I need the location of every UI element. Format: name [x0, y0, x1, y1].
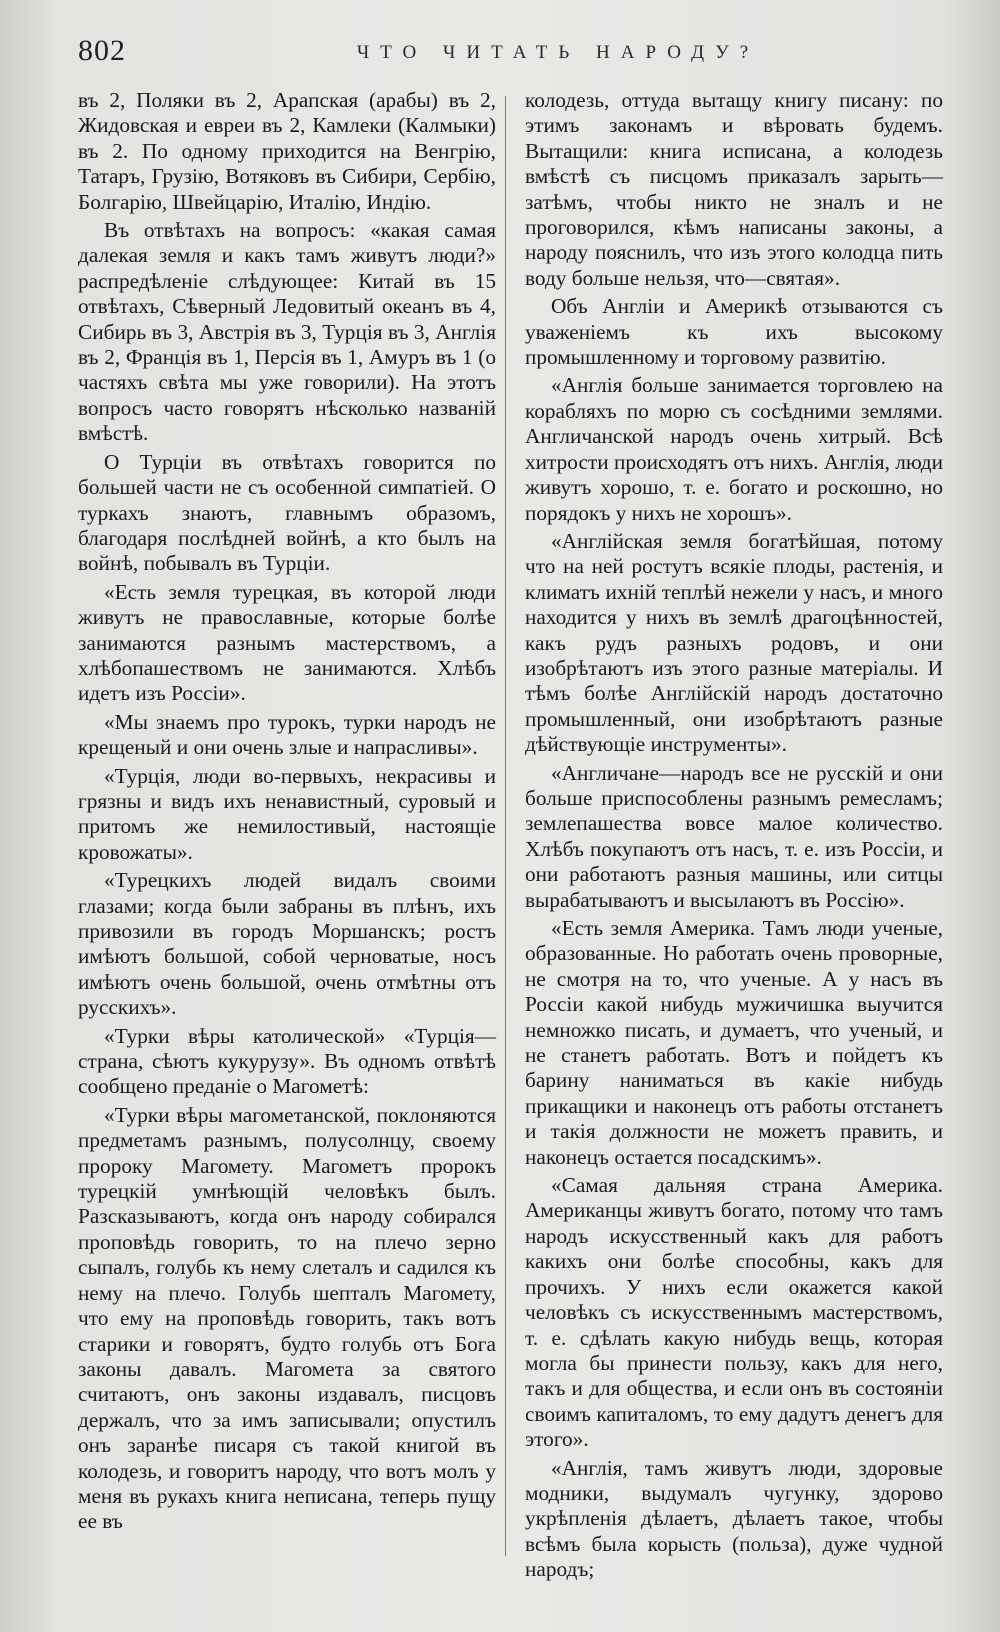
paragraph: «Англія, тамъ живутъ люди, здоровые модники, выдумалъ чугунку, здорово укрѣпленія дѣлаетъ, дѣлаетъ такое, чтобы всѣмъ была корысть (польза), дуже чудной народъ;	[525, 1455, 943, 1582]
page-header	[78, 30, 948, 80]
right-column	[525, 88, 943, 1586]
paragraph: Въ отвѣтахъ на вопросъ: «какая самая далекая земля и какъ тамъ живутъ люди?» распредѣленіе слѣдующее: Китай въ 15 отвѣтахъ, Сѣверный Ледовитый океанъ въ 4, Сибирь въ 3, Австрія въ 3, Турція въ 3, Англія въ 2, Франція въ 1, Персія въ 1, Амуръ въ 1 (о частяхъ свѣта мы уже говорили). На этотъ вопросъ часто говорятъ нѣсколько названій вмѣстѣ.	[78, 218, 496, 446]
paragraph: Объ Англіи и Америкѣ отзываются съ уваженіемъ къ ихъ высокому промышленному и торговому развитію.	[525, 294, 943, 370]
paragraph: «Турки вѣры католической» «Турція—страна, сѣютъ кукурузу». Въ одномъ отвѣтѣ сообщено преданіе о Магометѣ:	[78, 1023, 496, 1099]
page-number: 802	[78, 34, 126, 67]
paragraph: колодезь, оттуда вытащу книгу писану: по этимъ законамъ и вѣровать будемъ. Вытащили: книга исписана, а колодезь вмѣстѣ съ писцомъ приказалъ зарыть—затѣмъ, чтобы никто не зналъ и не проговорился, кѣмъ написаны законы, а народу пояснилъ, что изъ этого колодца пить воду больше нельзя, что—святая».	[525, 88, 943, 290]
paragraph: въ 2, Поляки въ 2, Арапская (арабы) въ 2, Жидовская и евреи въ 2, Камлеки (Калмыки) въ 2. По одному приходится на Венгрію, Татаръ, Грузію, Вотяковъ въ Сибири, Сербію, Болгарію, Швейцарію, Италію, Индію.	[78, 88, 496, 214]
paragraph: «Турки вѣры магометанской, поклоняются предметамъ разнымъ, полусолнцу, своему пророку Магомету. Магометъ пророкъ турецкій умнѣющій человѣкъ былъ. Разсказываютъ, когда онъ народу собирался проповѣдь говорить, то на плечо зерно сыпалъ, голубь къ нему слеталъ и садился къ нему на плечо. Голубь шепталъ Магомету, что ему на проповѣдь говорить, такъ вотъ старики и говорятъ, будто голубь отъ Бога законы давалъ. Магомета за святого считаютъ, онъ законы издавалъ, писцовъ держалъ, что за имъ записывали; опустилъ онъ заранѣе писаря съ такой книгой въ колодезь, и говоритъ народу, что вотъ молъ у меня въ рукахъ книга неписана, теперь пущу ее въ	[78, 1102, 496, 1534]
column-divider	[505, 96, 506, 1556]
paragraph: «Мы знаемъ про турокъ, турки народъ не крещеный и они очень злые и напрасливы».	[78, 709, 496, 760]
paragraph: «Англичане—народъ все не русскій и они больше приспособлены разнымъ ремесламъ; землепашества вовсе малое количество. Хлѣбъ покупаютъ отъ насъ, т. е. изъ Россіи, и они работаютъ разныя машины, или ситцы вырабатываютъ и высылаютъ въ Россію».	[525, 760, 943, 912]
paragraph: О Турціи въ отвѣтахъ говорится по большей части не съ особенной симпатіей. О туркахъ знаютъ, главнымъ образомъ, благодаря послѣдней войнѣ, а кто былъ на войнѣ, побывалъ въ Турціи.	[78, 449, 496, 576]
paragraph: «Самая дальняя страна Америка. Американцы живутъ богато, потому что тамъ народъ искусственный какъ для работъ какихъ они болѣе способны, какъ для прочихъ. У нихъ если окажется какой человѣкъ съ искусственнымъ мастерствомъ, т. е. сдѣлать какую нибудь вещь, которая могла бы принести пользу, какъ для него, такъ и для общества, и если онъ въ состояніи своимъ капиталомъ, то ему дадутъ денегъ для этого».	[525, 1173, 943, 1452]
left-column	[78, 88, 496, 1538]
paragraph: «Есть земля турецкая, въ которой люди живутъ не православные, которые болѣе занимаются разнымъ мастерствомъ, а хлѣбопашествомъ не занимаются. Хлѣбъ идетъ изъ Россіи».	[78, 579, 496, 706]
paragraph: «Турція, люди во-первыхъ, некрасивы и грязны и видъ ихъ ненавистный, суровый и притомъ же немилостивый, настоящіе кровожаты».	[78, 763, 496, 864]
paragraph: «Англія больше занимается торговлею на корабляхъ по морю съ сосѣдними землями. Англичанской народъ очень хитрый. Всѣ хитрости происходятъ отъ нихъ. Англія, люди живутъ хорошо, т. е. богато и роскошно, но порядокъ у нихъ не хорошъ».	[525, 373, 943, 525]
paragraph: «Есть земля Америка. Тамъ люди ученые, образованные. Но работать очень проворные, не смотря на то, что ученые. А у насъ въ Россіи какой нибудь мужичишка выучится немножко писать, и думаетъ, что ученый, и не станетъ работать. Вотъ и пойдетъ къ барину наниматься въ какіе нибудь прикащики и наконецъ отъ работы отстанетъ и такія должности не можетъ править, и наконецъ остается посадскимъ».	[525, 916, 943, 1169]
paragraph: «Англійская земля богатѣйшая, потому что на ней ростутъ всякіе плоды, растенія, и климатъ ихній теплѣй нежели у насъ, и много находится у нихъ въ землѣ драгоцѣнностей, какъ рудъ разныхъ родовъ, и они изобрѣтаютъ изъ этого разные матеріалы. И тѣмъ болѣе Англійскій народъ достаточно промышленный, они изобрѣтаютъ разные дѣйствующіе инструменты».	[525, 528, 943, 757]
paragraph: «Турецкихъ людей видалъ своими глазами; когда были забраны въ плѣнъ, ихъ привозили въ городъ Моршанскъ; ростъ имѣютъ большой, собой черноватые, носъ имѣютъ очень большой, очень отмѣтны отъ русскихъ».	[78, 868, 496, 1020]
running-title: ЧТО ЧИТАТЬ НАРОДУ?	[356, 42, 760, 63]
